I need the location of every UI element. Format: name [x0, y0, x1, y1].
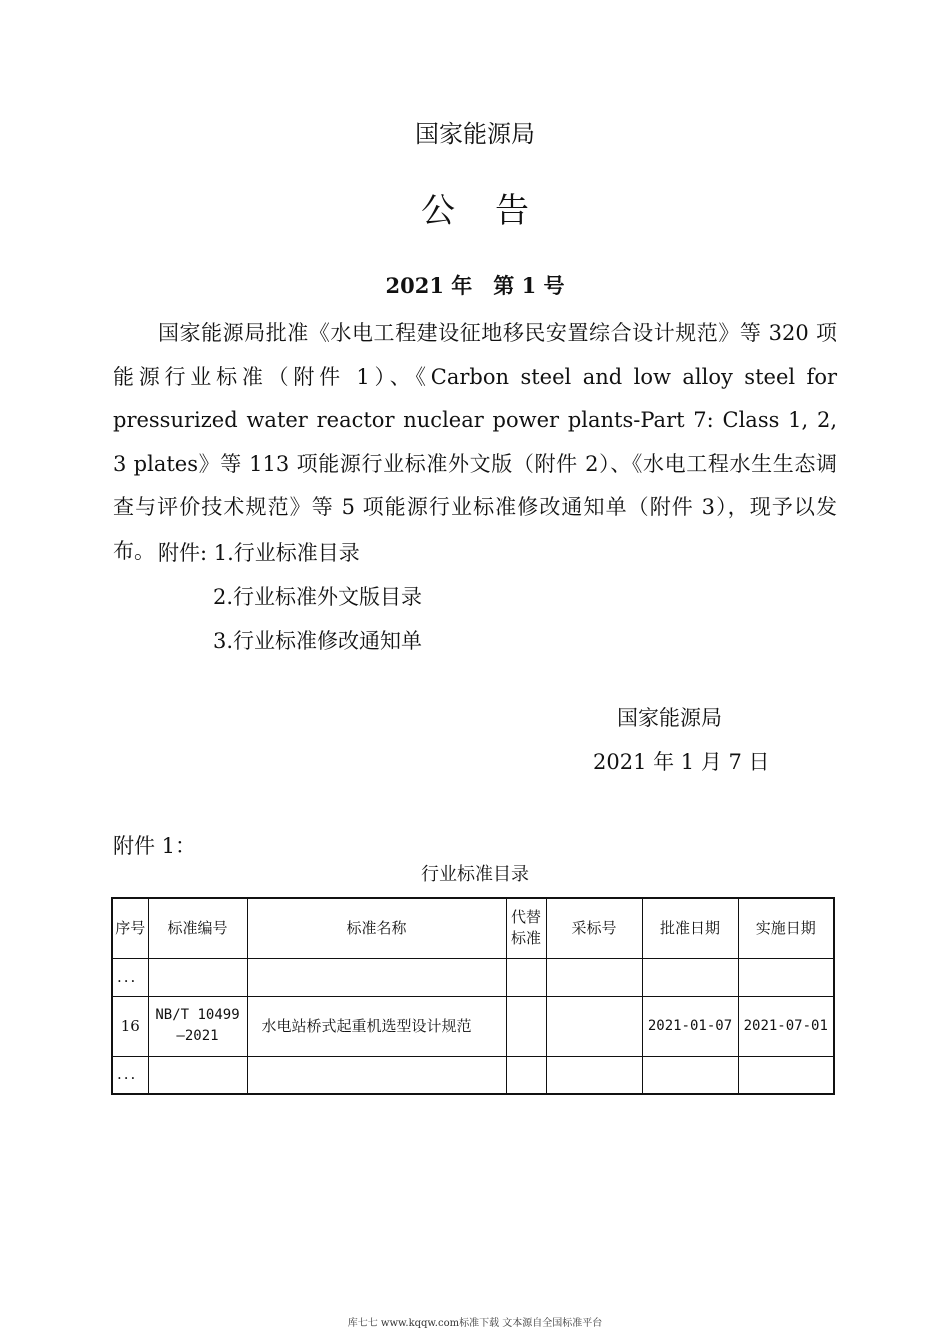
signature-organization: 国家能源局 [617, 706, 722, 730]
table-cell [738, 1056, 834, 1094]
table-cell [642, 1056, 738, 1094]
table-cell [506, 958, 546, 996]
table-cell [148, 958, 247, 996]
table-cell [546, 1056, 642, 1094]
cell-approved: 2021-01-07 [642, 996, 738, 1056]
col-header-seq: 序号 [112, 898, 148, 958]
issue-number: 2021 年 第 1 号 [385, 273, 565, 298]
annex-title: 行业标准目录 [421, 864, 529, 885]
ellipsis-cell: ... [112, 1056, 148, 1094]
table-row [112, 1056, 834, 1094]
annex-label: 附件 1： [113, 834, 197, 858]
cell-code [148, 996, 247, 1056]
cell-name: 水电站桥式起重机选型设计规范 [247, 996, 506, 1056]
cell-effective: 2021-07-01 [738, 996, 834, 1056]
attachment-item-1: 附件: 1.行业标准目录 [158, 541, 360, 565]
page-footer: 库七七 www.kqqw.com标准下载 文本源自全国标准平台 [347, 1318, 603, 1329]
table-row [112, 996, 834, 1056]
announcement-body: 国家能源局批准《水电工程建设征地移民安置综合设计规范》等 320 项能源行业标准（附件 1）、《Carbon steel and low alloy steel for pressurized water reactor nuclear power plants-Part 7: Class 1, 2, 3 plates》等 113 项能源行业标准外文版（附件 2）、《水电工程水生生态调查与评价技术规范》等 5 项能源行业标准修改通知单（附件 3），现予以发布。 [113, 321, 837, 563]
cell-adopted [546, 996, 642, 1056]
table-row [112, 958, 834, 996]
issuing-agency: 国家能源局 [415, 120, 535, 148]
cell-replaces [506, 996, 546, 1056]
col-header-name: 标准名称 [247, 898, 506, 958]
col-header-code: 标准编号 [148, 898, 247, 958]
announcement-title: 公告 [421, 191, 569, 231]
col-header-adopted: 采标号 [546, 898, 642, 958]
attachment-item-3: 3.行业标准修改通知单 [213, 629, 423, 653]
table-cell [506, 1056, 546, 1094]
table-header-row [112, 898, 834, 958]
table-cell [247, 958, 506, 996]
signature-date: 2021 年 1 月 7 日 [593, 750, 770, 774]
col-header-replaces: 代替标准 [506, 898, 546, 958]
cell-seq: 16 [112, 996, 148, 1056]
table-cell [546, 958, 642, 996]
table-cell [738, 958, 834, 996]
col-header-effective: 实施日期 [738, 898, 834, 958]
attachment-item-2: 2.行业标准外文版目录 [213, 585, 423, 609]
table-cell [642, 958, 738, 996]
cell-code-line-2: —2021 [176, 1028, 219, 1044]
table-cell [148, 1056, 247, 1094]
standards-table [111, 897, 835, 1095]
table-cell [247, 1056, 506, 1094]
cell-code-line-1: NB/T 10499 [155, 1007, 240, 1023]
ellipsis-cell: ... [112, 958, 148, 996]
col-header-approved: 批准日期 [642, 898, 738, 958]
